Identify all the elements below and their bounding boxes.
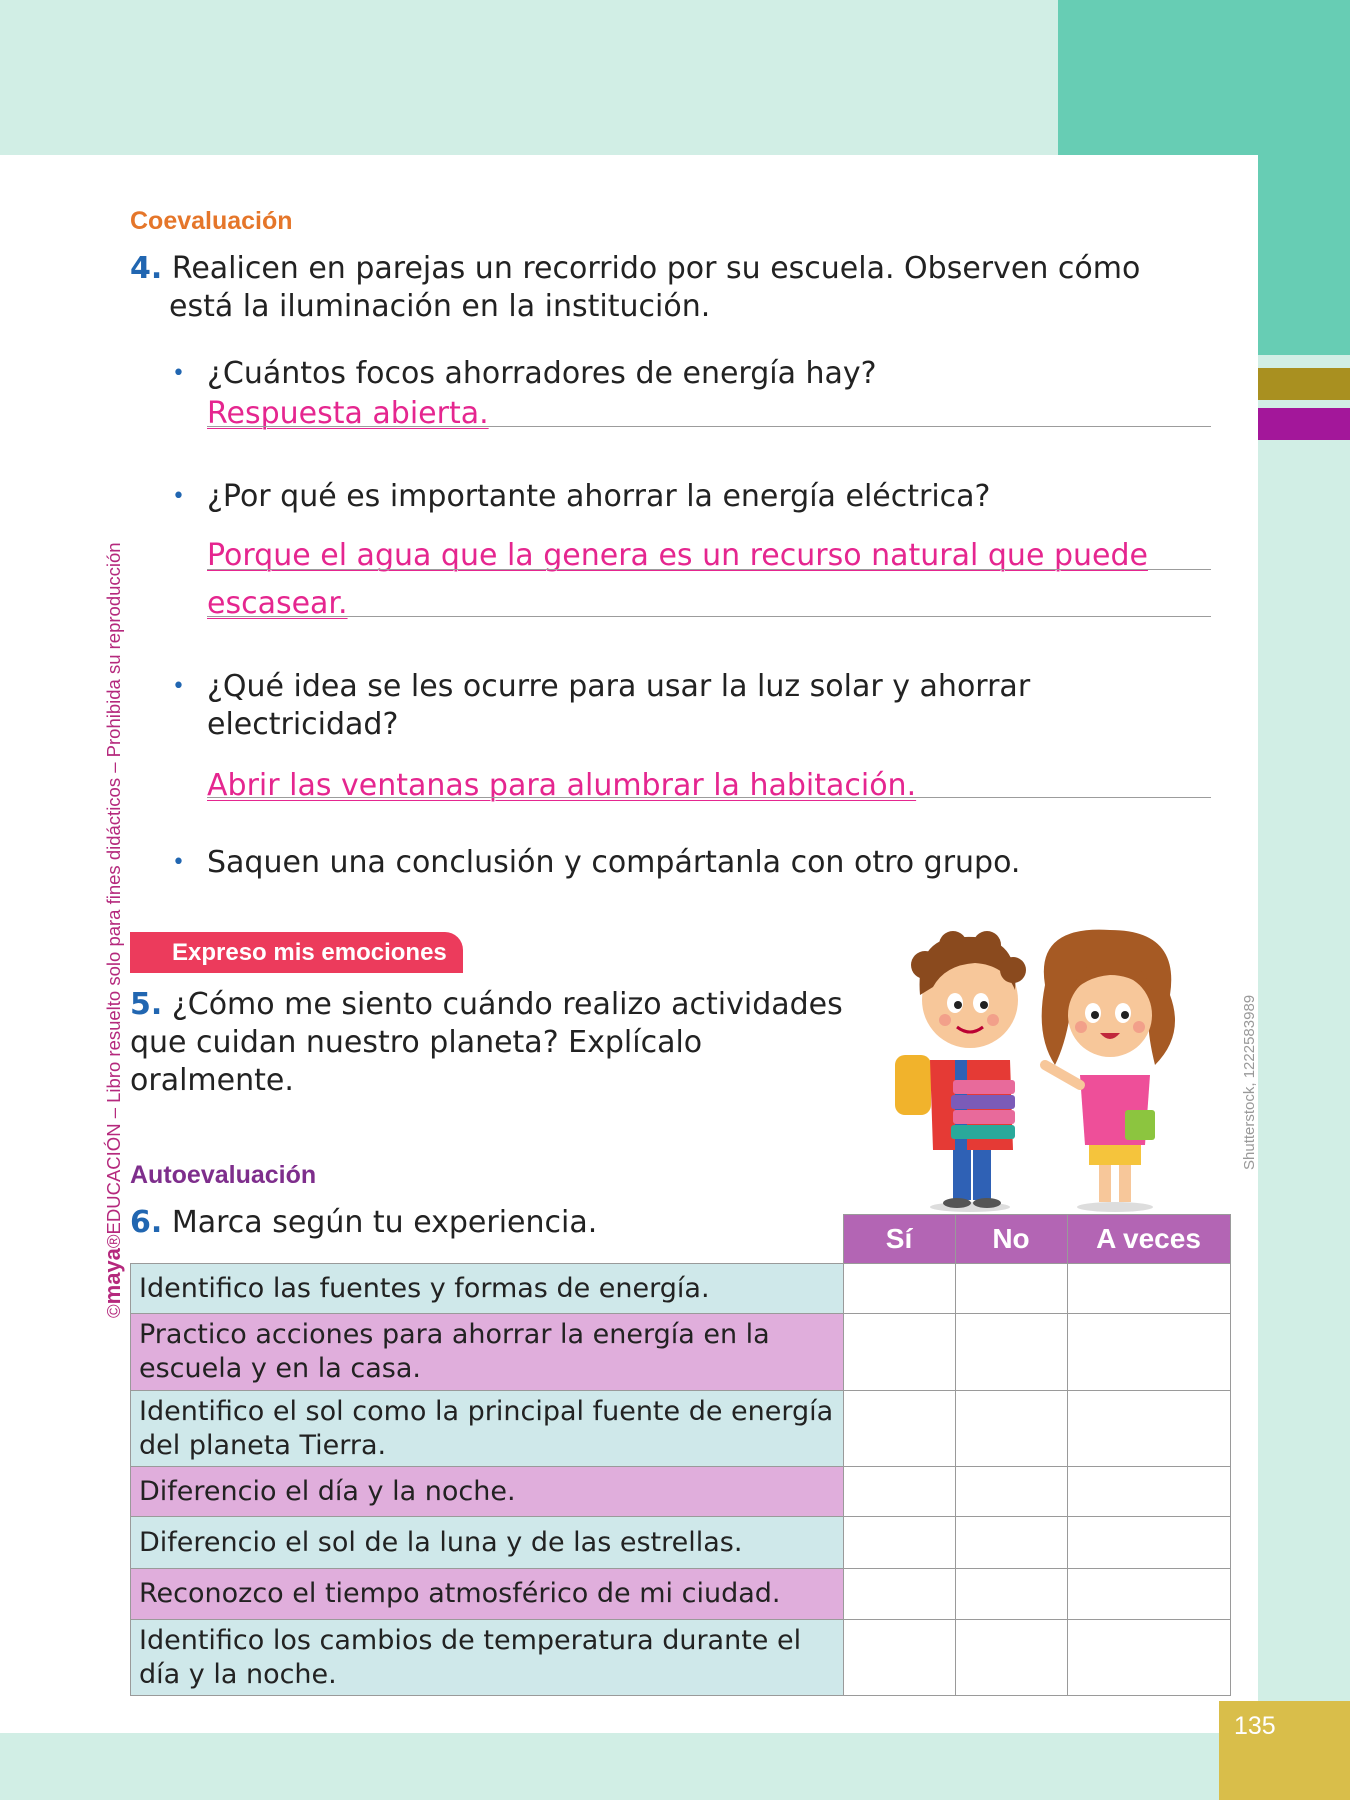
row-statement: Practico acciones para ahorrar la energía en la escuela y en la casa.: [131, 1314, 844, 1391]
table-row: [131, 1264, 1231, 1314]
table-header-blank: [131, 1215, 844, 1264]
question-number: 5.: [130, 987, 163, 1022]
question-verb: Marca: [171, 1205, 263, 1240]
bullet-instruction: [172, 844, 1077, 882]
self-evaluation-table: [130, 1214, 1231, 1696]
mark-cell-si[interactable]: [843, 1467, 955, 1517]
mark-cell-no[interactable]: [955, 1620, 1067, 1696]
answer-text[interactable]: Abrir las ventanas para alumbrar la habitación.: [207, 768, 917, 803]
mark-cell-a-veces[interactable]: [1067, 1264, 1230, 1314]
question-text: en parejas un recorrido por su escuela.: [298, 251, 905, 286]
question-verb: Realicen: [171, 251, 299, 286]
mark-cell-no[interactable]: [955, 1569, 1067, 1620]
answer-text[interactable]: Porque el agua que la genera es un recurso natural que puede: [207, 538, 1148, 573]
copyright-symbol: ©: [103, 1304, 124, 1318]
top-band: [0, 0, 1058, 155]
row-statement: Identifico los cambios de temperatura durante el día y la noche.: [131, 1620, 844, 1696]
page-number: 135: [1234, 1712, 1276, 1740]
row-statement: Identifico el sol como la principal fuente de energía del planeta Tierra.: [131, 1391, 844, 1467]
answer-line: [207, 426, 1211, 427]
row-statement: Diferencio el día y la noche.: [131, 1467, 844, 1517]
instruction-text: una conclusión y: [319, 845, 592, 880]
column-header-a-veces: A veces: [1067, 1215, 1230, 1264]
question-5: [130, 986, 850, 1100]
column-header-si: Sí: [843, 1215, 955, 1264]
instruction-text: con otro grupo.: [781, 845, 1021, 880]
table-row: [131, 1569, 1231, 1620]
question-number: 6.: [130, 1205, 163, 1240]
mark-cell-si[interactable]: [843, 1620, 955, 1696]
girl-figure: [1042, 930, 1175, 1212]
emociones-tab: Expreso mis emociones: [130, 932, 463, 973]
answer-text[interactable]: Respuesta abierta.: [207, 396, 489, 431]
column-header-no: No: [955, 1215, 1067, 1264]
question-text: según tu experiencia.: [262, 1205, 598, 1240]
mark-cell-si[interactable]: [843, 1264, 955, 1314]
question-number: 4.: [130, 251, 163, 286]
answer-line: [207, 797, 1211, 798]
instruction-verb: compártanla: [591, 845, 782, 880]
mark-cell-a-veces[interactable]: [1067, 1620, 1230, 1696]
question-text: ¿Cómo me siento cuándo realizo actividades que cuidan nuestro planeta?: [130, 987, 843, 1060]
bullet-icon: •: [172, 361, 185, 386]
bottom-band: [0, 1733, 1350, 1800]
question-4: [130, 250, 1210, 326]
answer-line: [207, 616, 1211, 617]
copyright-brand: maya: [100, 1248, 125, 1305]
answer-text[interactable]: escasear.: [207, 586, 348, 621]
right-strip-teal: [1258, 155, 1350, 355]
edge-tab-magenta: [1258, 408, 1350, 440]
copyright-text: ®EDUCACIÓN – Libro resuelto solo para fines didácticos – Prohibida su reproducción: [103, 542, 124, 1249]
bullet-icon: •: [172, 674, 185, 699]
copyright-notice: [100, 542, 126, 1318]
edge-tab-olive: [1258, 368, 1350, 400]
kids-illustration: [895, 925, 1195, 1215]
mark-cell-si[interactable]: [843, 1314, 955, 1391]
mark-cell-a-veces[interactable]: [1067, 1391, 1230, 1467]
table-row: [131, 1517, 1231, 1569]
autoevaluacion-heading: Autoevaluación: [130, 1161, 317, 1189]
answer-line: [207, 569, 1211, 570]
question-text: oralmente.: [130, 1063, 294, 1098]
mark-cell-si[interactable]: [843, 1569, 955, 1620]
table-row: [131, 1391, 1231, 1467]
mark-cell-a-veces[interactable]: [1067, 1467, 1230, 1517]
bullet-icon: •: [172, 484, 185, 509]
question-verb: Observen: [904, 251, 1049, 286]
bullet-icon: •: [172, 850, 185, 875]
boy-figure: [895, 931, 1026, 1212]
mark-cell-a-veces[interactable]: [1067, 1517, 1230, 1569]
row-statement: Diferencio el sol de la luna y de las estrellas.: [131, 1517, 844, 1569]
bullet-question: ¿Cuántos focos ahorradores de energía hay?: [207, 356, 877, 391]
top-right-block: [1058, 0, 1350, 155]
bullet-item: [172, 668, 1067, 744]
bullet-item: [172, 844, 1077, 882]
mark-cell-no[interactable]: [955, 1314, 1067, 1391]
table-row: [131, 1620, 1231, 1696]
instruction-verb: Saquen: [207, 845, 320, 880]
mark-cell-no[interactable]: [955, 1391, 1067, 1467]
bullet-question: ¿Por qué es importante ahorrar la energía eléctrica?: [207, 479, 991, 514]
row-statement: Identifico las fuentes y formas de energía.: [131, 1264, 844, 1314]
bullet-item: [172, 355, 1077, 393]
mark-cell-si[interactable]: [843, 1391, 955, 1467]
mark-cell-si[interactable]: [843, 1517, 955, 1569]
mark-cell-no[interactable]: [955, 1467, 1067, 1517]
table-header-row: [131, 1215, 1231, 1264]
mark-cell-a-veces[interactable]: [1067, 1569, 1230, 1620]
coevaluacion-heading: Coevaluación: [130, 207, 293, 235]
question-text: está la iluminación en la institución.: [169, 289, 711, 324]
bullet-item: [172, 478, 1077, 516]
photo-credit: Shutterstock, 1222583989: [1241, 994, 1258, 1170]
table-row: [131, 1467, 1231, 1517]
mark-cell-a-veces[interactable]: [1067, 1314, 1230, 1391]
bullet-question: ¿Qué idea se les ocurre para usar la luz solar y ahorrar electricidad?: [207, 669, 1031, 742]
table-row: [131, 1314, 1231, 1391]
mark-cell-no[interactable]: [955, 1264, 1067, 1314]
row-statement: Reconozco el tiempo atmosférico de mi ciudad.: [131, 1569, 844, 1620]
question-verb: Explícalo: [568, 1025, 703, 1060]
mark-cell-no[interactable]: [955, 1517, 1067, 1569]
question-text: cómo: [1048, 251, 1141, 286]
